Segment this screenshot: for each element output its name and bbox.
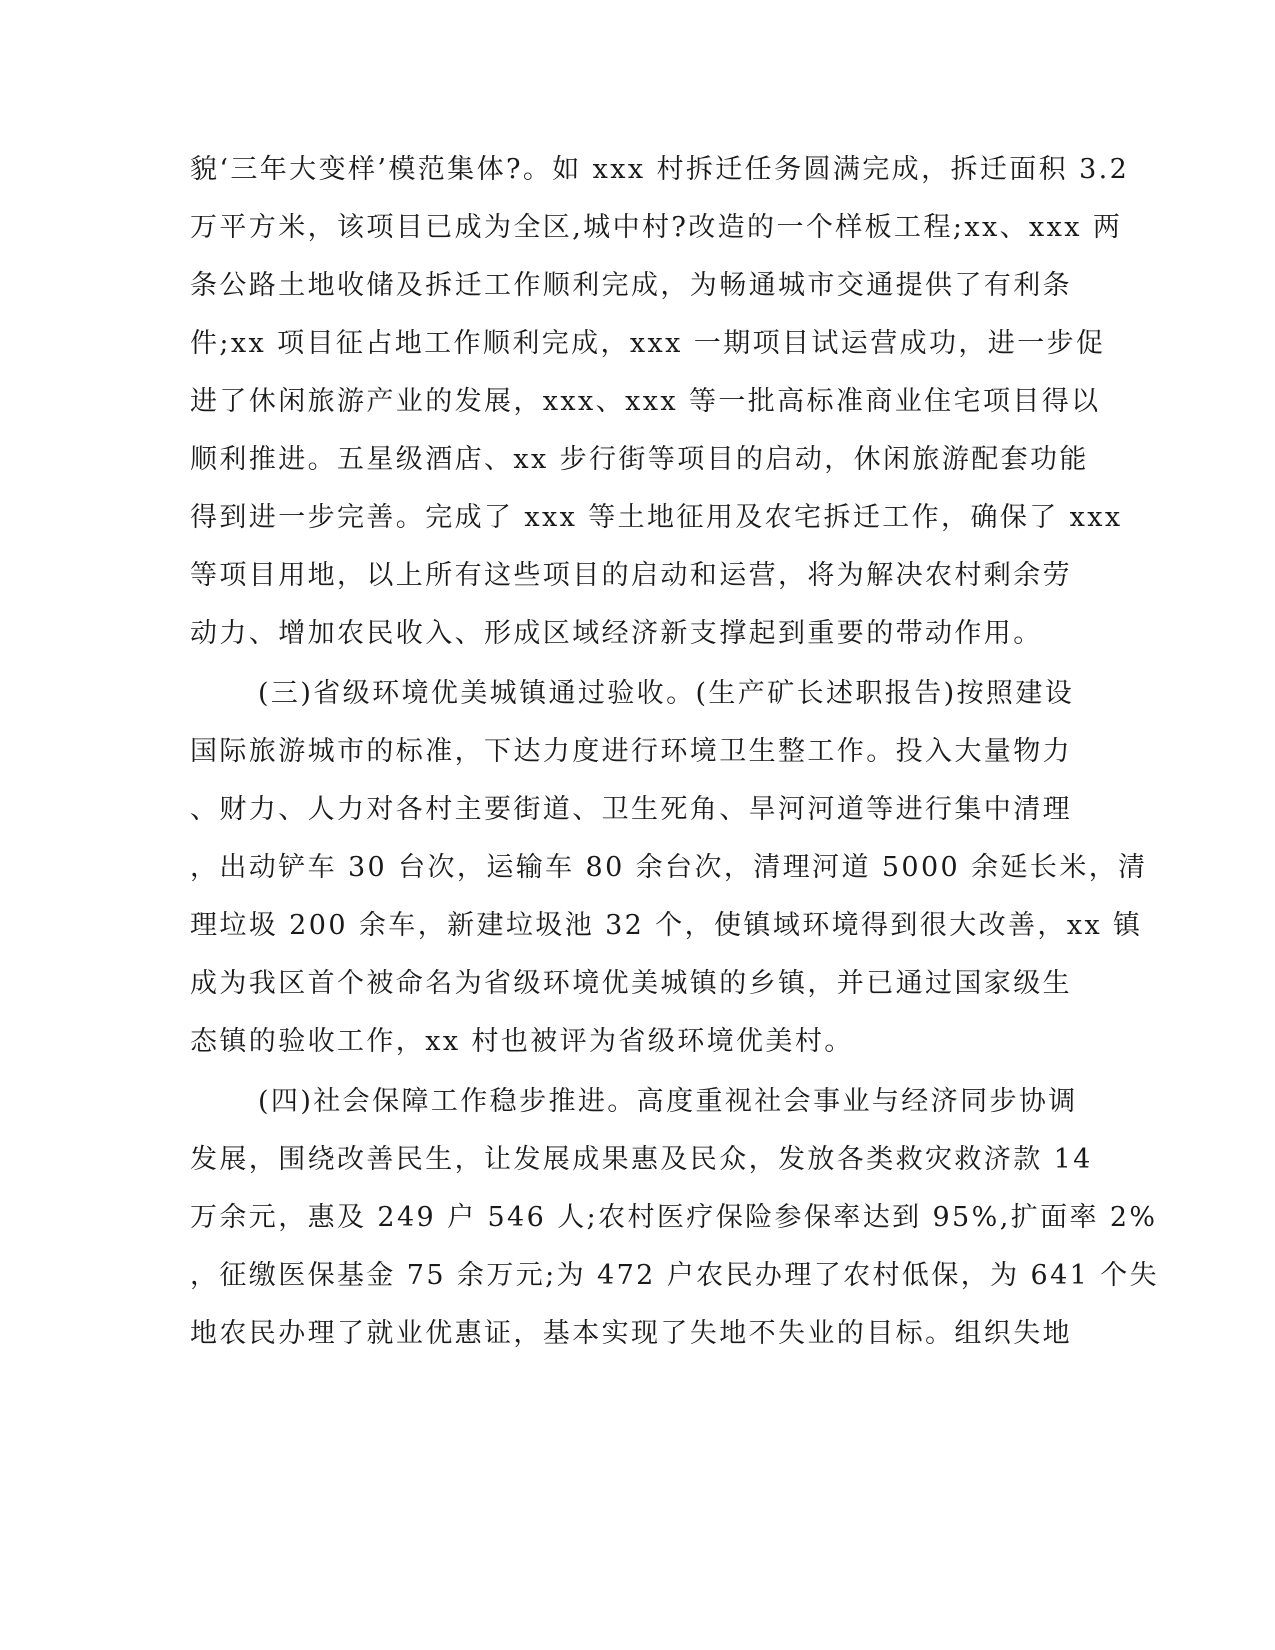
text-line: 、财力、人力对各村主要街道、卫生死角、旱河河道等进行集中清理 bbox=[190, 794, 1072, 825]
text-line: 进了休闲旅游产业的发展，xxx、xxx 等一批高标准商业住宅项目得以 bbox=[190, 386, 1101, 417]
text-line: 成为我区首个被命名为省级环境优美城镇的乡镇，并已通过国家级生 bbox=[190, 968, 1072, 999]
text-line: 地农民办理了就业优惠证，基本实现了失地不失业的目标。组织失地 bbox=[190, 1318, 1072, 1349]
text-line: 万余元，惠及 249 户 546 人;农村医疗保险参保率达到 95%,扩面率 2% bbox=[190, 1202, 1158, 1233]
text-line: 貌‘三年大变样’模范集体?。如 xxx 村拆迁任务圆满完成，拆迁面积 3.2 bbox=[190, 154, 1130, 185]
text-line: 件;xx 项目征占地工作顺利完成，xxx 一期项目试运营成功，进一步促 bbox=[190, 328, 1106, 359]
paragraph-3-first-line: (三)省级环境优美城镇通过验收。(生产矿长述职报告)按照建设 bbox=[258, 678, 1075, 709]
text-line: ，出动铲车 30 台次，运输车 80 余台次，清理河道 5000 余延长米，清 bbox=[190, 852, 1148, 883]
text-line: ，征缴医保基金 75 余万元;为 472 户农民办理了农村低保，为 641 个失 bbox=[190, 1260, 1160, 1291]
text-line: 得到进一步完善。完成了 xxx 等土地征用及农宅拆迁工作，确保了 xxx bbox=[190, 502, 1123, 533]
text-line: 顺利推进。五星级酒店、xx 步行街等项目的启动，休闲旅游配套功能 bbox=[190, 444, 1089, 475]
text-line: 等项目用地，以上所有这些项目的启动和运营，将为解决农村剩余劳 bbox=[190, 560, 1072, 591]
text-line: 国际旅游城市的标准，下达力度进行环境卫生整工作。投入大量物力 bbox=[190, 736, 1072, 767]
paragraph-4-first-line: (四)社会保障工作稳步推进。高度重视社会事业与经济同步协调 bbox=[258, 1086, 1078, 1117]
text-line: 万平方米，该项目已成为全区,城中村?改造的一个样板工程;xx、xxx 两 bbox=[190, 212, 1123, 243]
text-line: 条公路土地收储及拆迁工作顺利完成，为畅通城市交通提供了有利条 bbox=[190, 270, 1072, 301]
text-line: 动力、增加农民收入、形成区域经济新支撑起到重要的带动作用。 bbox=[190, 618, 1043, 649]
text-line: 态镇的验收工作，xx 村也被评为省级环境优美村。 bbox=[190, 1026, 854, 1057]
text-line: 理垃圾 200 余车，新建垃圾池 32 个，使镇域环境得到很大改善，xx 镇 bbox=[190, 910, 1143, 941]
text-line: 发展，围绕改善民生，让发展成果惠及民众，发放各类救灾救济款 14 bbox=[190, 1144, 1093, 1175]
